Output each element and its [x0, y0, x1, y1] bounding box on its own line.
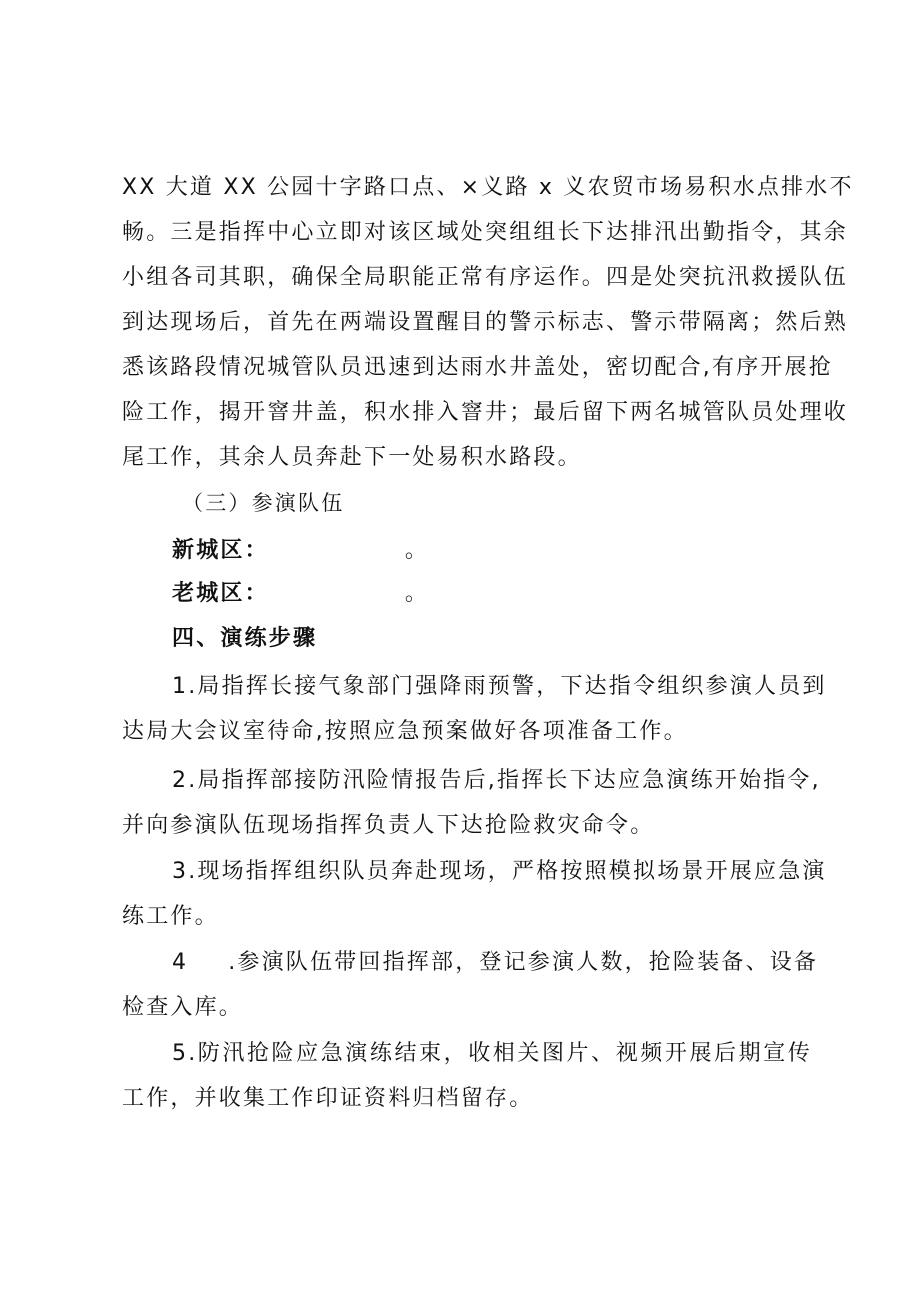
team-label: 老城区： — [172, 581, 269, 606]
paragraph-line: 畅。三是指挥中心立即对该区域处突组组长下达排汛出勤指令，其余 — [122, 220, 849, 245]
paragraph-line: 到达现场后，首先在两端设置醒目的警示标志、警示带隔离；然后熟 — [122, 310, 849, 335]
paragraph-line: 险工作，揭开窨井盖，积水排入窨井；最后留下两名城管队员处理收 — [122, 400, 849, 425]
step-number: 5 — [172, 1041, 189, 1066]
step-number: 3 — [172, 859, 189, 884]
step-number: 1 — [172, 674, 189, 699]
step-line: 检查入库。 — [122, 995, 244, 1020]
team-row-old-district — [172, 579, 812, 609]
step-line: 达局大会议室待命,按照应急预案做好各项准备工作。 — [122, 719, 688, 744]
paragraph-line: 悉该路段情况城管队员迅速到达雨水井盖处，密切配合,有序开展抢 — [122, 355, 833, 380]
paragraph-line: 尾工作，其余人员奔赴下一处易积水路段。 — [122, 445, 582, 470]
team-row-new-district — [172, 536, 812, 566]
team-value: 。 — [404, 581, 430, 606]
paragraph-line: 小组各司其职，确保全局职能正常有序运作。四是处突抗汛救援队伍 — [122, 265, 849, 290]
step-line: 工作，并收集工作印证资料归档留存。 — [122, 1086, 534, 1111]
step-line — [172, 672, 827, 702]
paragraph-line: XX 大道 XX 公园十字路口点、×义路 x 义农贸市场易积水点排水不 — [122, 175, 854, 200]
step-text: .局指挥长接气象部门强降雨预警，下达指令组织参演人员到 — [188, 674, 827, 699]
step-number: 4 — [172, 950, 189, 975]
subheading-participating-teams: （三）参演队伍 — [182, 491, 345, 515]
step-text: .现场指挥组织队员奔赴现场，严格按照模拟场景开展应急演 — [188, 859, 827, 884]
step-line — [172, 1039, 812, 1069]
step-text: .防汛抢险应急演练结束，收相关图片、视频开展后期宣传 — [188, 1041, 812, 1066]
step-line — [172, 948, 819, 978]
team-value: 。 — [404, 538, 430, 563]
step-text: .局指挥部接防汛险情报告后,指挥长下达应急演练开始指令, — [188, 768, 821, 793]
step-number: 2 — [172, 768, 189, 793]
section-heading-drill-steps: 四、演练步骤 — [172, 626, 318, 651]
step-text: .参演队伍带回指挥部，登记参演人数，抢险装备、设备 — [228, 950, 819, 975]
step-line — [172, 857, 827, 887]
step-line: 并向参演队伍现场指挥负责人下达抢险救灾命令。 — [122, 813, 655, 838]
step-line — [172, 766, 821, 796]
step-line: 练工作。 — [122, 904, 219, 929]
team-label: 新城区： — [172, 538, 269, 563]
